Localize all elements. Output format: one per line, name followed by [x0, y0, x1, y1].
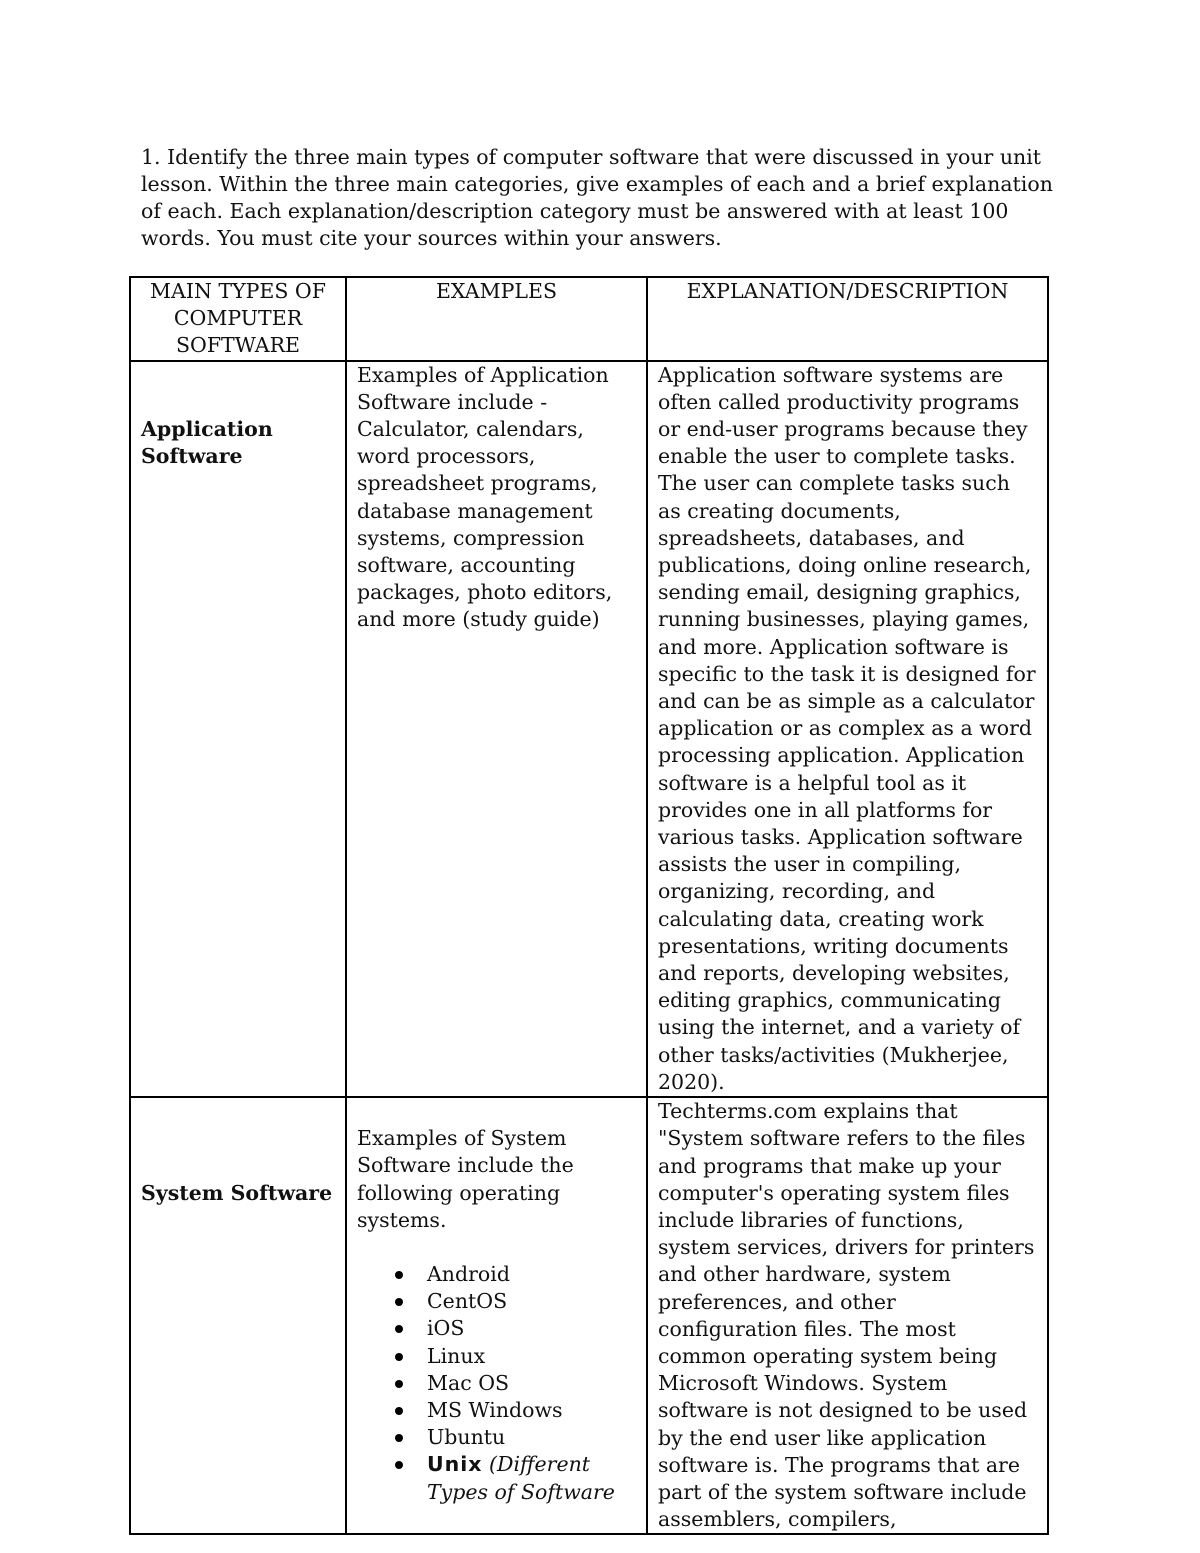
explanation-cell [647, 361, 1048, 1097]
header-examples: EXAMPLES [346, 277, 647, 361]
list-item: iOS [395, 1315, 636, 1342]
examples-cell [346, 1097, 647, 1534]
citation-different-types: (Different Types of Software [427, 1452, 615, 1504]
type-cell [130, 361, 346, 1097]
explanation-system: Techterms.com explains that "System software refers to the files and programs that make up your computer's operating system files include libraries of functions, system services, drivers for printers and other hardware, system preferences, and other configuration files. The most common operating system being Microsoft Windows. System software is not designed to be used by the end user like application software is. The programs that are part of the system software include assemblers, compilers, [658, 1099, 1035, 1532]
table-header-row [130, 277, 1048, 361]
table-row [130, 361, 1048, 1097]
question-text: 1. Identify the three main types of computer software that were discussed in your unit lesson. Within the three main categories, give examples of each and a brief explanation of each. Each explanation/description category must be answered with at least 100 words. You must cite your sources within your answers. [141, 145, 1053, 250]
type-cell [130, 1097, 346, 1534]
table-row [130, 1097, 1048, 1534]
list-item: CentOS [395, 1288, 636, 1315]
examples-system-intro: Examples of System Software include the following operating systems. [357, 1126, 574, 1232]
list-item: Mac OS [395, 1370, 636, 1397]
explanation-cell [647, 1097, 1048, 1534]
list-item-unix [395, 1451, 636, 1505]
os-unix: Unix [427, 1452, 483, 1477]
list-item: Android [395, 1261, 636, 1288]
type-name-system: System Software [141, 1181, 333, 1206]
header-explanation: EXPLANATION/DESCRIPTION [647, 277, 1048, 361]
software-types-table [129, 276, 1049, 1535]
os-list [357, 1261, 636, 1506]
examples-application: Examples of Application Software include -Calculator, calendars, word processors, spreadsheet programs, database management systems, compression software, accounting packages, photo editors, and more (study guide) [357, 362, 613, 632]
list-item: Linux [395, 1343, 636, 1370]
examples-cell [346, 361, 647, 1097]
header-main-types: MAIN TYPES OF COMPUTER SOFTWARE [130, 277, 346, 361]
type-name-application: Application Software [141, 416, 273, 468]
explanation-application: Application software systems are often called productivity programs or end-user programs because they enable the user to complete tasks. The user can complete tasks such as creating documents, spreadsheets, databases, and publications, doing online research, sending email, designing graphics, running businesses, playing games, and more. Application software is specific to the task it is designed for and can be as simple as a calculator application or as complex as a word processing application. Application software is a helpful tool as it provides one in all platforms for various tasks. Application software assists the user in compiling, organizing, recording, and calculating data, creating work presentations, writing documents and reports, developing websites, editing graphics, communicating using the internet, and a variety of other tasks/activities (Mukherjee, 2020). [658, 362, 1036, 1094]
list-item: MS Windows [395, 1397, 636, 1424]
list-item: Ubuntu [395, 1424, 636, 1451]
